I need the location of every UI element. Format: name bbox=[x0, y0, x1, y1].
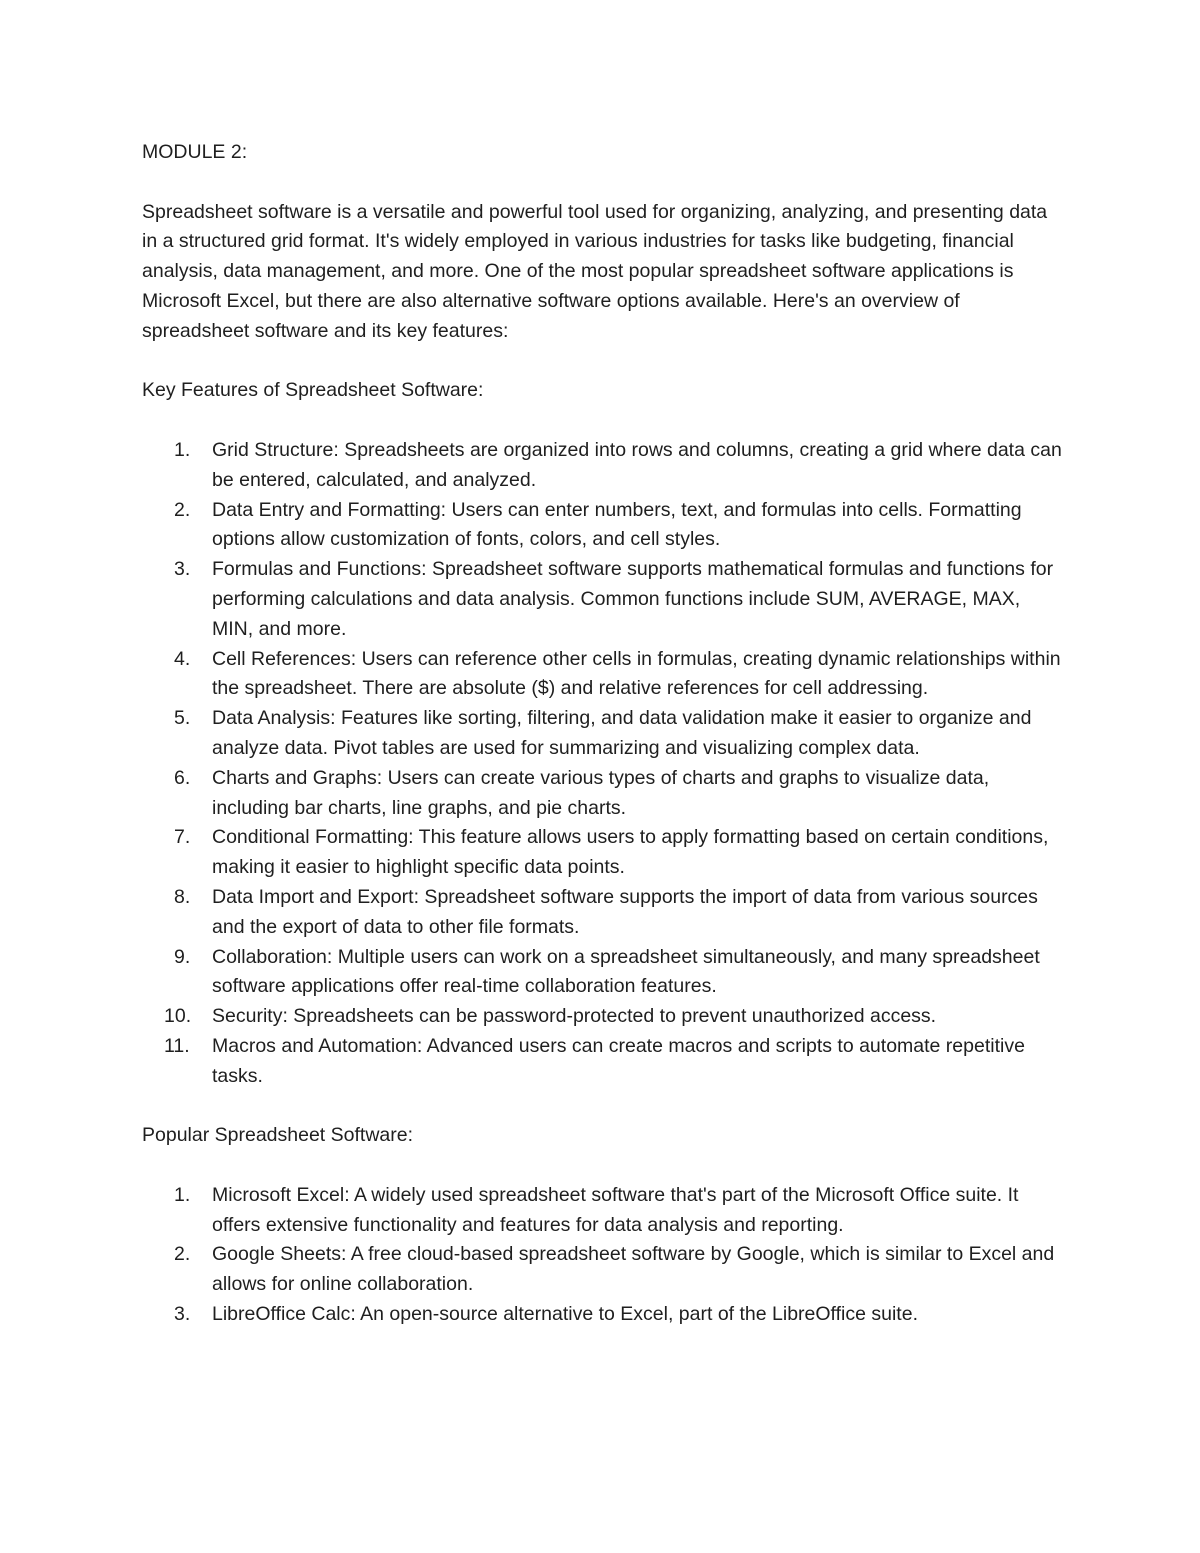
list-item bbox=[142, 1240, 1062, 1300]
key-features-heading: Key Features of Spreadsheet Software: bbox=[142, 379, 484, 402]
list-number: 9. bbox=[174, 945, 191, 968]
list-item-text: Data Analysis: Features like sorting, filtering, and data validation make it easier to organize and analyze data. Pivot tables are used for summarizing and visualizing complex data. bbox=[212, 707, 1032, 759]
list-item bbox=[142, 764, 1062, 824]
list-item bbox=[142, 823, 1062, 883]
list-item bbox=[142, 436, 1062, 496]
list-item-text: Collaboration: Multiple users can work on a spreadsheet simultaneously, and many spreadsheet software applications offer real-time collaboration features. bbox=[212, 945, 1040, 998]
list-item-text: Google Sheets: A free cloud-based spreadsheet software by Google, which is similar to Excel and allows for online collaboration. bbox=[212, 1243, 1055, 1296]
list-item bbox=[142, 943, 1062, 1003]
list-number: 3. bbox=[174, 558, 191, 581]
list-number: 7. bbox=[174, 826, 191, 849]
list-item bbox=[142, 704, 1062, 764]
list-number: 5. bbox=[174, 707, 191, 730]
key-features-list bbox=[142, 436, 1062, 1092]
list-item bbox=[142, 496, 1062, 556]
list-item bbox=[142, 1181, 1062, 1241]
list-item bbox=[142, 1002, 1062, 1032]
popular-software-heading: Popular Spreadsheet Software: bbox=[142, 1124, 414, 1147]
page-title: MODULE 2: bbox=[142, 141, 248, 163]
list-item bbox=[142, 645, 1062, 705]
list-number: 11. bbox=[164, 1034, 190, 1057]
intro-paragraph: Spreadsheet software is a versatile and powerful tool used for organizing, analyzing, and presenting data in a structured grid format. It's widely employed in various industries for tasks like budgeting, financial analysis, data management, and more. One of the most popular spreadsheet software applications is Microsoft Excel, but there are also alternative software options available. Here's an overview of spreadsheet software and its key features: bbox=[142, 200, 1048, 342]
list-item-text: Charts and Graphs: Users can create various types of charts and graphs to visualize data, including bar charts, line graphs, and pie charts. bbox=[212, 766, 990, 819]
list-number: 10. bbox=[164, 1005, 192, 1028]
document-page bbox=[142, 138, 1062, 1360]
list-item bbox=[142, 1300, 1062, 1330]
popular-software-list bbox=[142, 1181, 1062, 1330]
list-item-text: Formulas and Functions: Spreadsheet software supports mathematical formulas and functions for performing calculations and data analysis. Common functions include SUM, AVERAGE, MAX, MIN, and more. bbox=[212, 558, 1054, 640]
list-number: 2. bbox=[174, 1243, 191, 1266]
list-number: 1. bbox=[174, 1183, 191, 1206]
list-number: 6. bbox=[174, 766, 191, 789]
list-number: 8. bbox=[174, 885, 191, 908]
list-item bbox=[142, 1032, 1062, 1092]
list-number: 1. bbox=[174, 438, 191, 461]
list-number: 4. bbox=[174, 647, 191, 670]
list-item-text: Security: Spreadsheets can be password-protected to prevent unauthorized access. bbox=[212, 1005, 937, 1028]
list-item-text: Microsoft Excel: A widely used spreadsheet software that's part of the Microsoft Office suite. It offers extensive functionality and features for data analysis and reporting. bbox=[212, 1183, 1019, 1236]
list-item bbox=[142, 883, 1062, 943]
list-number: 3. bbox=[174, 1303, 191, 1326]
list-number: 2. bbox=[174, 498, 191, 521]
list-item bbox=[142, 555, 1062, 644]
list-item-text: Data Import and Export: Spreadsheet software supports the import of data from various sources and the export of data to other file formats. bbox=[212, 885, 1038, 938]
list-item-text: Grid Structure: Spreadsheets are organized into rows and columns, creating a grid where data can be entered, calculated, and analyzed. bbox=[212, 438, 1062, 491]
list-item-text: Cell References: Users can reference other cells in formulas, creating dynamic relationships within the spreadsheet. There are absolute ($) and relative references for cell addressing. bbox=[212, 647, 1061, 700]
list-item-text: LibreOffice Calc: An open-source alternative to Excel, part of the LibreOffice suite. bbox=[212, 1303, 918, 1326]
list-item-text: Data Entry and Formatting: Users can enter numbers, text, and formulas into cells. Formatting options allow customization of fonts, colors, and cell styles. bbox=[212, 498, 1022, 551]
list-item-text: Macros and Automation: Advanced users can create macros and scripts to automate repetitive tasks. bbox=[212, 1034, 1025, 1087]
list-item-text: Conditional Formatting: This feature allows users to apply formatting based on certain conditions, making it easier to highlight specific data points. bbox=[212, 826, 1049, 879]
